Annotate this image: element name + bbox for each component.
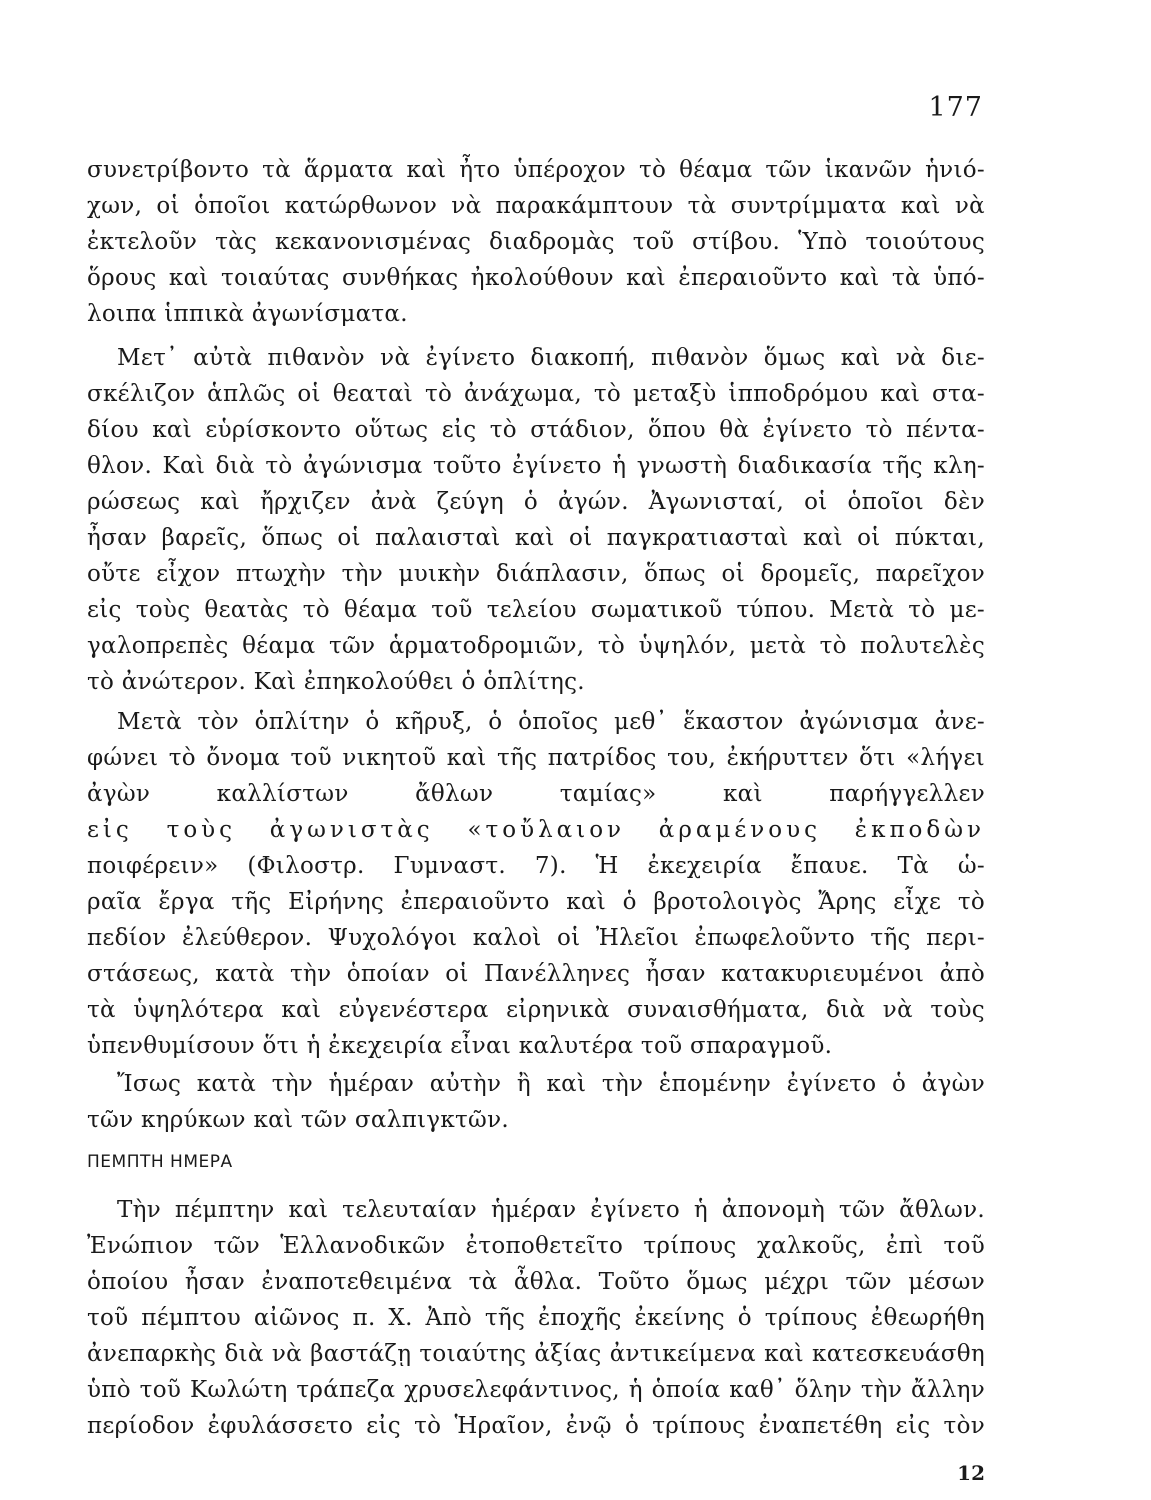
text-line: λοιπα ἱππικὰ ἀγωνίσματα. xyxy=(87,301,408,327)
text-line: Ἴσως κατὰ τὴν ἡμέραν αὐτὴν ἢ καὶ τὴν ἑπομένην ἐγίνετο ὁ ἀγὼν xyxy=(117,1071,985,1097)
text-line: τὸ ἀνώτερον. Καὶ ἐπηκολούθει ὁ ὁπλίτης. xyxy=(87,669,585,695)
text-line: ἦσαν βαρεῖς, ὅπως οἱ παλαισταὶ καὶ οἱ παγκρατιασταὶ καὶ οἱ πύκται, xyxy=(87,525,985,551)
text-line: οὔτε εἶχον πτωχὴν τὴν μυικὴν διάπλασιν, ὅπως οἱ δρομεῖς, παρεῖχον xyxy=(87,561,985,587)
paragraph-pentathlon xyxy=(87,340,985,700)
text-line: συνετρίβοντο τὰ ἅρματα καὶ ἦτο ὑπέροχον τὸ θέαμα τῶν ἱκανῶν ἡνιό- xyxy=(87,157,985,183)
text-line: ραῖα ἔργα τῆς Εἰρήνης ἐπεραιοῦντο καὶ ὁ βροτολοιγὸς Ἄρης εἶχε τὸ xyxy=(87,889,985,915)
text-line: ὁποίου ἦσαν ἐναποτεθειμένα τὰ ἆθλα. Τοῦτο ὅμως μέχρι τῶν μέσων xyxy=(87,1269,985,1295)
text-line: Μετ᾽ αὐτὰ πιθανὸν νὰ ἐγίνετο διακοπή, πιθανὸν ὅμως καὶ νὰ διε- xyxy=(117,345,985,371)
text-line: Ἐνώπιον τῶν Ἑλλανοδικῶν ἐτοποθετεῖτο τρίπους χαλκοῦς, ἐπὶ τοῦ xyxy=(87,1233,985,1259)
section-heading: ΠΕΜΠΤΗ ΗΜΕΡΑ xyxy=(87,1152,233,1172)
text-line: ὑπενθυμίσουν ὅτι ἡ ἐκεχειρία εἶναι καλυτέρα τοῦ σπαραγμοῦ. xyxy=(87,1033,833,1059)
text-line: στάσεως, κατὰ τὴν ὁποίαν οἱ Πανέλληνες ἦσαν κατακυριευμένοι ἀπὸ xyxy=(87,961,985,987)
text-line: θλον. Καὶ διὰ τὸ ἀγώνισμα τοῦτο ἐγίνετο ἡ γνωστὴ διαδικασία τῆς κλη- xyxy=(87,453,985,479)
text-line: φώνει τὸ ὄνομα τοῦ νικητοῦ καὶ τῆς πατρίδος του, ἐκήρυττεν ὅτι «λήγει ἀγὼν καλλίστων ἄθλων ταμίας» καὶ παρήγγελλεν xyxy=(87,745,985,807)
paragraph-hippic-events xyxy=(87,152,985,332)
text-line: ἀνεπαρκὴς διὰ νὰ βαστάζῃ τοιαύτης ἀξίας ἀντικείμενα καὶ κατεσκευάσθη xyxy=(87,1341,985,1367)
text-line: ρώσεως καὶ ἤρχιζεν ἀνὰ ζεύγη ὁ ἀγών. Ἀγωνισταί, οἱ ὁποῖοι δὲν xyxy=(87,489,985,515)
text-line: τῶν κηρύκων καὶ τῶν σαλπιγκτῶν. xyxy=(87,1107,509,1133)
paragraph-herald xyxy=(87,704,985,1064)
text-line: Μετὰ τὸν ὁπλίτην ὁ κῆρυξ, ὁ ὁποῖος μεθ᾽ ἕκαστον ἀγώνισμα ἀνε- xyxy=(117,709,985,735)
text-line: χων, οἱ ὁποῖοι κατώρθωνον νὰ παρακάμπτουν τὰ συντρίμματα καὶ νὰ xyxy=(87,193,985,219)
signature-mark: 12 xyxy=(957,1461,985,1485)
text-line: γαλοπρεπὲς θέαμα τῶν ἁρματοδρομιῶν, τὸ ὑψηλόν, μετὰ τὸ πολυτελὲς xyxy=(87,633,985,659)
text-line: εἰς τοὺς ἀγωνιστὰς «τοὔλαιον ἀραμένους ἐκποδὼν xyxy=(87,817,985,843)
text-line: τὰ ὑψηλότερα καὶ εὐγενέστερα εἰρηνικὰ συναισθήματα, διὰ νὰ τοὺς xyxy=(87,997,985,1023)
text-line: δίου καὶ εὑρίσκοντο οὕτως εἰς τὸ στάδιον, ὅπου θὰ ἐγίνετο τὸ πέντα- xyxy=(87,417,985,443)
text-line: ὅρους καὶ τοιαύτας συνθήκας ἠκολούθουν καὶ ἐπεραιοῦντο καὶ τὰ ὑπό- xyxy=(87,265,985,291)
text-line: ἐκτελοῦν τὰς κεκανονισμένας διαδρομὰς τοῦ στίβου. Ὑπὸ τοιούτους xyxy=(87,229,985,255)
text-line: σκέλιζον ἁπλῶς οἱ θεαταὶ τὸ ἀνάχωμα, τὸ μεταξὺ ἱπποδρόμου καὶ στα- xyxy=(87,381,985,407)
text-line: πεδίον ἐλεύθερον. Ψυχολόγοι καλοὶ οἱ Ἠλεῖοι ἐπωφελοῦντο τῆς περι- xyxy=(87,925,985,951)
paragraph-heralds-contest xyxy=(87,1066,985,1138)
page-number: 177 xyxy=(928,92,983,123)
text-line: Τὴν πέμπτην καὶ τελευταίαν ἡμέραν ἐγίνετο ἡ ἀπονομὴ τῶν ἄθλων. xyxy=(117,1197,985,1223)
text-line: τοῦ πέμπτου αἰῶνος π. Χ. Ἀπὸ τῆς ἐποχῆς ἐκείνης ὁ τρίπους ἐθεωρήθη xyxy=(87,1305,985,1331)
text-line: ποιφέρειν» (Φιλοστρ. Γυμναστ. 7). Ἡ ἐκεχειρία ἔπαυε. Τὰ ὡ- xyxy=(87,853,985,879)
paragraph-fifth-day xyxy=(87,1192,985,1444)
text-line: ὑπὸ τοῦ Κωλώτη τράπεζα χρυσελεφάντινος, ἡ ὁποία καθ᾽ ὅλην τὴν ἄλλην xyxy=(87,1377,985,1403)
text-line: εἰς τοὺς θεατὰς τὸ θέαμα τοῦ τελείου σωματικοῦ τύπου. Μετὰ τὸ με- xyxy=(87,597,985,623)
text-line: περίοδον ἐφυλάσσετο εἰς τὸ Ἡραῖον, ἐνῷ ὁ τρίπους ἐναπετέθη εἰς τὸν xyxy=(87,1413,985,1439)
